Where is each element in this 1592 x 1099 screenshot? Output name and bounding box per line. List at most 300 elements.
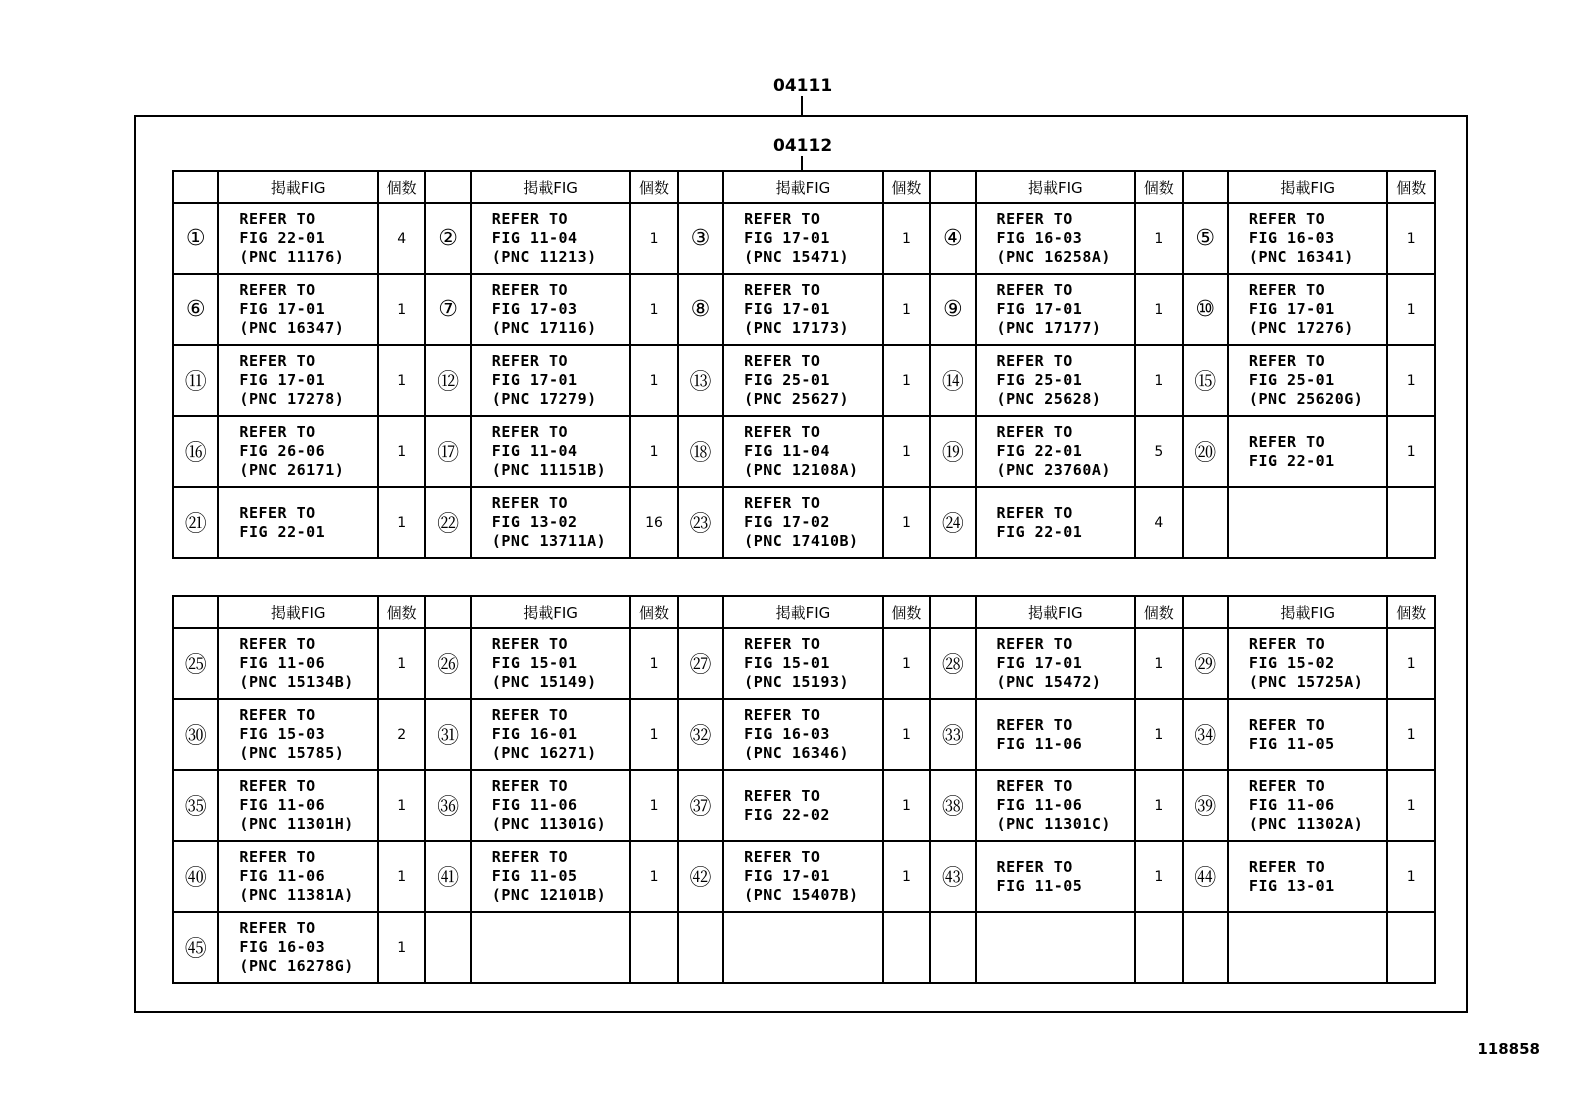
figure-reference-line: REFER TO <box>491 352 569 370</box>
header-blank <box>425 596 470 628</box>
figure-reference-line: REFER TO <box>491 210 569 228</box>
header-fig: 掲載FIG <box>723 596 883 628</box>
figure-reference <box>471 345 631 416</box>
item-number-label: ③ <box>690 226 711 251</box>
item-number-label: ㊳ <box>941 795 964 820</box>
figure-reference <box>723 416 883 487</box>
figure-reference-line: FIG 22-01 <box>1248 451 1335 470</box>
item-number-label: ㊹ <box>1194 866 1217 891</box>
quantity <box>630 912 677 983</box>
figure-reference-line: REFER TO <box>239 281 316 299</box>
table-row <box>173 203 1435 274</box>
figure-reference-line: REFER TO <box>1248 777 1326 795</box>
item-number-label: ㉞ <box>1194 724 1217 749</box>
figure-reference-line: FIG 15-03 <box>239 725 326 743</box>
figure-reference-line: FIG 11-05 <box>996 876 1083 895</box>
item-number-label: ⑯ <box>184 441 207 466</box>
item-number <box>678 203 723 274</box>
figure-reference <box>976 274 1136 345</box>
quantity: 1 <box>1135 770 1182 841</box>
figure-reference <box>1228 416 1388 487</box>
quantity: 1 <box>630 841 677 912</box>
outer-assembly-code: 04111 <box>773 76 833 96</box>
item-number <box>1183 416 1228 487</box>
figure-reference-line: REFER TO <box>1248 432 1326 451</box>
figure-reference-line: (PNC 15193) <box>744 673 850 691</box>
quantity: 1 <box>883 274 930 345</box>
figure-reference-line: (PNC 11301H) <box>239 815 354 833</box>
header-qty: 個数 <box>1387 171 1435 203</box>
figure-reference-line: REFER TO <box>491 494 569 512</box>
figure-reference-line: REFER TO <box>491 848 569 866</box>
figure-reference-line: FIG 17-02 <box>744 513 830 531</box>
figure-reference <box>723 345 883 416</box>
figure-reference-line: REFER TO <box>744 210 821 228</box>
figure-reference <box>1228 487 1388 558</box>
figure-reference <box>723 628 883 699</box>
item-number-label: ㊶ <box>437 866 460 891</box>
figure-reference-line: REFER TO <box>744 786 821 805</box>
quantity: 1 <box>883 770 930 841</box>
header-fig: 掲載FIG <box>1228 171 1388 203</box>
quantity: 1 <box>630 628 677 699</box>
figure-reference-line: (PNC 16278G) <box>239 957 354 975</box>
item-number-label: ⑭ <box>941 370 964 395</box>
figure-reference-line: (PNC 23760A) <box>996 461 1111 479</box>
figure-reference-line: FIG 16-01 <box>491 725 578 743</box>
item-number-label: ⑤ <box>1195 226 1216 251</box>
figure-reference-line: FIG 17-03 <box>491 300 578 318</box>
figure-reference <box>471 487 631 558</box>
item-number <box>1183 912 1228 983</box>
item-number-label: ㊲ <box>689 795 712 820</box>
item-number-label: ㉖ <box>437 653 460 678</box>
quantity: 1 <box>1135 203 1182 274</box>
table-row <box>173 699 1435 770</box>
document-id: 118858 <box>1477 1040 1540 1058</box>
figure-reference <box>218 912 378 983</box>
figure-reference-line: (PNC 16346) <box>744 744 850 762</box>
figure-reference <box>218 699 378 770</box>
item-number-label: ㉟ <box>184 795 207 820</box>
header-fig: 掲載FIG <box>218 171 378 203</box>
inner-leader-line <box>801 156 803 170</box>
figure-reference-line: REFER TO <box>996 503 1073 522</box>
header-blank <box>678 171 723 203</box>
figure-reference-line: (PNC 11151B) <box>491 461 607 479</box>
figure-reference-line: (PNC 15407B) <box>744 886 859 904</box>
item-number <box>173 628 218 699</box>
figure-reference-line: REFER TO <box>744 848 821 866</box>
quantity: 1 <box>1387 274 1435 345</box>
quantity: 1 <box>1387 345 1435 416</box>
figure-reference <box>976 699 1136 770</box>
quantity: 1 <box>378 628 425 699</box>
item-number <box>678 274 723 345</box>
item-number-label: ㉜ <box>689 724 712 749</box>
figure-reference-line: (PNC 11381A) <box>239 886 354 904</box>
figure-reference-line: FIG 11-04 <box>744 442 830 460</box>
table-row <box>173 345 1435 416</box>
figure-reference-line: REFER TO <box>996 715 1073 734</box>
table-row <box>173 770 1435 841</box>
item-number <box>930 274 975 345</box>
item-number-label: ㉗ <box>689 653 712 678</box>
quantity: 2 <box>378 699 425 770</box>
item-number <box>173 203 218 274</box>
quantity: 1 <box>378 345 425 416</box>
item-number-label: ㊵ <box>184 866 207 891</box>
item-number <box>930 416 975 487</box>
quantity: 1 <box>1387 699 1435 770</box>
figure-reference-line: REFER TO <box>744 635 821 653</box>
quantity: 1 <box>630 770 677 841</box>
quantity: 1 <box>1135 628 1182 699</box>
figure-reference-line: REFER TO <box>996 352 1073 370</box>
item-number <box>678 770 723 841</box>
header-qty: 個数 <box>883 596 930 628</box>
figure-reference-line: REFER TO <box>239 352 316 370</box>
figure-reference-line: FIG 11-06 <box>996 796 1083 814</box>
figure-reference-line: (PNC 17278) <box>239 390 345 408</box>
figure-reference-line: REFER TO <box>239 503 316 522</box>
item-number <box>173 274 218 345</box>
figure-reference <box>471 770 631 841</box>
figure-reference <box>218 628 378 699</box>
figure-reference <box>976 841 1136 912</box>
item-number <box>1183 628 1228 699</box>
table-header-row <box>173 171 1435 203</box>
figure-reference-line: FIG 17-01 <box>744 867 830 885</box>
item-number <box>173 416 218 487</box>
figure-reference-line: FIG 22-02 <box>744 805 830 824</box>
figure-reference <box>976 416 1136 487</box>
item-number <box>678 345 723 416</box>
figure-reference-line: REFER TO <box>491 635 569 653</box>
figure-reference-line: FIG 16-03 <box>239 938 326 956</box>
figure-reference-line: FIG 11-06 <box>239 796 326 814</box>
item-number <box>425 770 470 841</box>
item-number <box>1183 345 1228 416</box>
figure-reference <box>218 203 378 274</box>
figure-reference-line: REFER TO <box>239 848 316 866</box>
figure-reference-line: (PNC 17173) <box>744 319 850 337</box>
item-number-label: ⑮ <box>1194 370 1217 395</box>
figure-reference-line: FIG 16-03 <box>1248 229 1335 247</box>
figure-reference-line: FIG 11-06 <box>996 734 1083 753</box>
item-number-label: ㊱ <box>437 795 460 820</box>
item-number <box>930 203 975 274</box>
figure-reference-line: (PNC 15725A) <box>1248 673 1364 691</box>
figure-reference-line: REFER TO <box>1248 715 1326 734</box>
figure-reference <box>1228 203 1388 274</box>
figure-reference-line: FIG 25-01 <box>1248 371 1335 389</box>
item-number-label: ⑫ <box>437 370 460 395</box>
header-qty: 個数 <box>1135 596 1182 628</box>
item-number-label: ⑦ <box>438 297 458 322</box>
item-number-label: ㊷ <box>689 866 712 891</box>
figure-reference <box>976 487 1136 558</box>
header-blank <box>1183 171 1228 203</box>
quantity <box>1387 912 1435 983</box>
quantity: 1 <box>1135 699 1182 770</box>
figure-reference-line: FIG 17-01 <box>239 300 326 318</box>
header-fig: 掲載FIG <box>471 596 631 628</box>
figure-reference-line: FIG 17-01 <box>744 229 830 247</box>
item-number <box>425 487 470 558</box>
figure-reference <box>723 770 883 841</box>
quantity: 1 <box>378 274 425 345</box>
item-number-label: ㊺ <box>184 937 207 962</box>
quantity: 4 <box>1135 487 1182 558</box>
quantity: 1 <box>378 416 425 487</box>
quantity: 1 <box>1387 203 1435 274</box>
figure-reference-line: REFER TO <box>744 706 821 724</box>
figure-reference-line: (PNC 11301G) <box>491 815 607 833</box>
item-number-label: ⑲ <box>941 441 964 466</box>
figure-reference-line: (PNC 17116) <box>491 319 597 337</box>
figure-reference <box>723 274 883 345</box>
item-number <box>1183 841 1228 912</box>
header-blank <box>173 171 218 203</box>
figure-reference-line: (PNC 25628) <box>996 390 1102 408</box>
item-number-label: ㉔ <box>941 512 964 537</box>
figure-reference-line: (PNC 16341) <box>1248 248 1354 266</box>
figure-reference-line: (PNC 17410B) <box>744 532 859 550</box>
figure-reference-line: (PNC 17279) <box>491 390 597 408</box>
figure-reference <box>471 841 631 912</box>
figure-reference-line: (PNC 13711A) <box>491 532 607 550</box>
figure-reference-line: FIG 11-06 <box>239 654 326 672</box>
item-number <box>678 912 723 983</box>
figure-reference-line: (PNC 15134B) <box>239 673 354 691</box>
figure-reference-line: (PNC 15472) <box>996 673 1102 691</box>
quantity: 1 <box>883 699 930 770</box>
item-number-label: ㉛ <box>437 724 460 749</box>
figure-reference-line: REFER TO <box>1248 857 1326 876</box>
header-qty: 個数 <box>630 596 677 628</box>
figure-reference-line: FIG 11-06 <box>1248 796 1335 814</box>
outer-leader-line <box>801 96 803 115</box>
quantity: 1 <box>883 203 930 274</box>
figure-reference-line: FIG 22-01 <box>239 522 326 541</box>
header-fig: 掲載FIG <box>1228 596 1388 628</box>
quantity: 1 <box>630 699 677 770</box>
item-number-label: ⑨ <box>942 297 963 322</box>
figure-reference <box>723 841 883 912</box>
quantity: 1 <box>1387 628 1435 699</box>
figure-reference <box>218 770 378 841</box>
figure-reference-line: REFER TO <box>239 423 316 441</box>
figure-reference-line: REFER TO <box>744 281 821 299</box>
figure-reference-line: (PNC 16347) <box>239 319 345 337</box>
quantity: 1 <box>1387 841 1435 912</box>
header-blank <box>930 596 975 628</box>
figure-reference-line: (PNC 26171) <box>239 461 345 479</box>
figure-reference-line: FIG 16-03 <box>744 725 830 743</box>
figure-reference-line: FIG 17-01 <box>996 654 1083 672</box>
item-number <box>425 841 470 912</box>
quantity: 1 <box>1387 416 1435 487</box>
figure-reference <box>976 628 1136 699</box>
figure-reference-line: FIG 17-01 <box>239 371 326 389</box>
figure-reference <box>1228 770 1388 841</box>
figure-reference <box>723 203 883 274</box>
header-blank <box>930 171 975 203</box>
item-number-label: ④ <box>942 226 963 251</box>
quantity: 1 <box>1387 770 1435 841</box>
figure-reference-line: FIG 13-01 <box>1248 876 1335 895</box>
quantity <box>1387 487 1435 558</box>
figure-reference <box>471 416 631 487</box>
figure-reference <box>471 628 631 699</box>
item-number <box>425 416 470 487</box>
figure-reference-line: REFER TO <box>239 706 316 724</box>
quantity: 1 <box>630 203 677 274</box>
figure-reference <box>723 699 883 770</box>
figure-reference-line: FIG 15-01 <box>491 654 578 672</box>
figure-reference <box>723 487 883 558</box>
figure-reference-line: (PNC 17276) <box>1248 319 1354 337</box>
item-number-label: ㉘ <box>941 653 964 678</box>
figure-reference-line: (PNC 11213) <box>491 248 597 266</box>
quantity: 1 <box>883 628 930 699</box>
quantity: 1 <box>1135 841 1182 912</box>
figure-reference-line: (PNC 15785) <box>239 744 345 762</box>
item-number <box>1183 699 1228 770</box>
item-number <box>1183 274 1228 345</box>
figure-reference <box>218 345 378 416</box>
item-number-label: ㉝ <box>941 724 964 749</box>
figure-reference <box>218 841 378 912</box>
figure-reference-line: REFER TO <box>491 706 569 724</box>
figure-reference-line: (PNC 11302A) <box>1248 815 1364 833</box>
figure-reference-line: REFER TO <box>239 210 316 228</box>
inner-assembly-code: 04112 <box>773 136 833 156</box>
quantity <box>1135 912 1182 983</box>
figure-reference-line: (PNC 17177) <box>996 319 1102 337</box>
header-qty: 個数 <box>1387 596 1435 628</box>
figure-reference-line: FIG 25-01 <box>744 371 830 389</box>
figure-reference-line: REFER TO <box>1248 281 1326 299</box>
quantity: 1 <box>883 345 930 416</box>
figure-reference-line: FIG 15-01 <box>744 654 830 672</box>
item-number-label: ⑥ <box>185 297 206 322</box>
item-number <box>425 203 470 274</box>
quantity: 1 <box>630 345 677 416</box>
figure-reference-line: REFER TO <box>491 423 569 441</box>
parts-table-upper <box>172 170 1436 559</box>
figure-reference-line: REFER TO <box>744 423 821 441</box>
table-header-row <box>173 596 1435 628</box>
item-number <box>425 699 470 770</box>
item-number-label: ⑪ <box>184 370 207 395</box>
figure-reference-line: REFER TO <box>996 777 1073 795</box>
item-number <box>425 274 470 345</box>
figure-reference-line: FIG 15-02 <box>1248 654 1335 672</box>
item-number <box>930 487 975 558</box>
item-number-label: ② <box>438 226 458 251</box>
item-number <box>930 345 975 416</box>
item-number-label: ㉚ <box>184 724 207 749</box>
figure-reference-line: FIG 25-01 <box>996 371 1083 389</box>
figure-reference-line: REFER TO <box>1248 210 1326 228</box>
figure-reference <box>471 912 631 983</box>
figure-reference-line: REFER TO <box>491 777 569 795</box>
item-number <box>425 345 470 416</box>
figure-reference-line: FIG 11-06 <box>239 867 326 885</box>
figure-reference-line: FIG 11-05 <box>1248 734 1335 753</box>
item-number <box>930 912 975 983</box>
item-number <box>173 770 218 841</box>
figure-reference <box>1228 628 1388 699</box>
header-fig: 掲載FIG <box>723 171 883 203</box>
figure-reference-line: (PNC 11176) <box>239 248 345 266</box>
figure-reference-line: FIG 22-01 <box>239 229 326 247</box>
item-number <box>173 699 218 770</box>
figure-reference-line: REFER TO <box>491 281 569 299</box>
figure-reference-line: (PNC 16271) <box>491 744 597 762</box>
figure-reference <box>1228 699 1388 770</box>
figure-reference <box>976 912 1136 983</box>
figure-reference-line: (PNC 11301C) <box>996 815 1111 833</box>
quantity: 1 <box>378 841 425 912</box>
header-blank <box>173 596 218 628</box>
figure-reference <box>471 203 631 274</box>
item-number <box>678 487 723 558</box>
item-number <box>173 345 218 416</box>
figure-reference-line: REFER TO <box>1248 635 1326 653</box>
figure-reference-line: REFER TO <box>239 635 316 653</box>
figure-reference-line: FIG 11-06 <box>491 796 578 814</box>
parts-table-lower <box>172 595 1436 984</box>
figure-reference <box>1228 345 1388 416</box>
item-number <box>678 628 723 699</box>
quantity <box>883 912 930 983</box>
item-number <box>930 628 975 699</box>
header-fig: 掲載FIG <box>471 171 631 203</box>
table-row <box>173 628 1435 699</box>
figure-reference <box>976 770 1136 841</box>
table-row <box>173 274 1435 345</box>
item-number <box>930 841 975 912</box>
header-blank <box>678 596 723 628</box>
table-row <box>173 487 1435 558</box>
header-fig: 掲載FIG <box>976 171 1136 203</box>
figure-reference-line: REFER TO <box>239 919 316 937</box>
header-blank <box>425 171 470 203</box>
item-number-label: ⑩ <box>1195 297 1216 322</box>
figure-reference-line: FIG 26-06 <box>239 442 326 460</box>
item-number <box>930 770 975 841</box>
quantity: 1 <box>883 487 930 558</box>
figure-reference-line: FIG 11-04 <box>491 229 578 247</box>
quantity: 1 <box>883 416 930 487</box>
figure-reference-line: FIG 16-03 <box>996 229 1083 247</box>
figure-reference-line: REFER TO <box>1248 352 1326 370</box>
figure-reference-line: REFER TO <box>744 352 821 370</box>
quantity: 1 <box>1135 274 1182 345</box>
figure-reference-line: FIG 22-01 <box>996 442 1083 460</box>
table-row <box>173 841 1435 912</box>
header-fig: 掲載FIG <box>976 596 1136 628</box>
figure-reference-line: FIG 11-04 <box>491 442 578 460</box>
figure-reference-line: (PNC 15149) <box>491 673 597 691</box>
figure-reference-line: FIG 17-01 <box>744 300 830 318</box>
quantity: 16 <box>630 487 677 558</box>
item-number <box>678 416 723 487</box>
figure-reference-line: FIG 17-01 <box>996 300 1083 318</box>
